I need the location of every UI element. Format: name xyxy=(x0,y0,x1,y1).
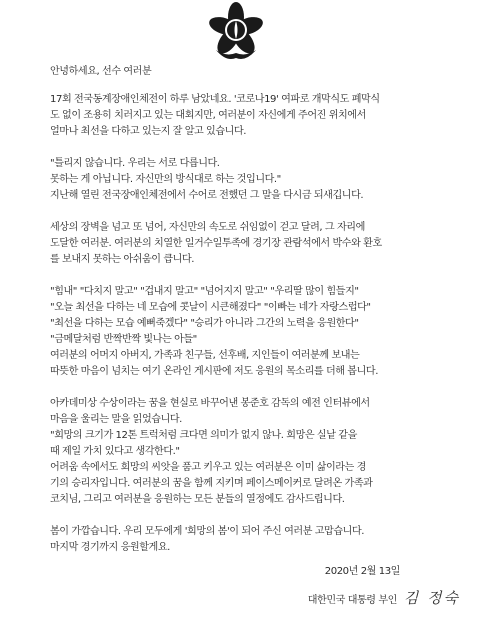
paragraph-1-line: 17회 전국동계장애인체전이 하루 남았네요. '코로나19' 여파로 개막식도 폐막식 xyxy=(50,94,380,105)
letter-date: 2020년 2월 13일 xyxy=(324,566,400,577)
paragraph-5-line: 아카데미상 수상이라는 꿈을 현실로 바꾸어낸 봉준호 감독의 예전 인터뷰에서 xyxy=(50,398,370,409)
paragraph-6-line: 마지막 경기까지 응원할게요. xyxy=(50,542,170,553)
paragraph-1-line: 얼마나 최선을 다하고 있는지 잘 알고 있습니다. xyxy=(50,126,247,137)
paragraph-5-line: 때 제일 가치 있다고 생각한다." xyxy=(50,446,180,457)
paragraph-5-line: 기의 승리자입니다. 여러분의 꿈을 함께 지키며 페이스메이커로 달려온 가족과 xyxy=(50,478,373,489)
mugunghwa-emblem-icon xyxy=(204,0,268,64)
paragraph-4-line: "최선을 다하는 모습 예뻐죽겠다" "승리가 아니라 그간의 노력을 응원한다" xyxy=(50,318,359,329)
paragraph-2-line: 지난해 열린 전국장애인체전에서 수어로 전했던 그 말을 다시금 되새깁니다. xyxy=(50,190,364,201)
paragraph-5-line: "희망의 크기가 12톤 트럭처럼 크다면 의미가 없지 않나. 희망은 실낱 같을 xyxy=(50,430,357,441)
handwritten-signature: 김 정숙 xyxy=(403,589,460,607)
signature-block xyxy=(50,590,470,606)
paragraph-2-line: 못하는 게 아닙니다. 자신만의 방식대로 하는 것입니다." xyxy=(50,174,281,185)
paragraph-5-line: 코치님, 그리고 여러분을 응원하는 모든 분들의 열정에도 감사드립니다. xyxy=(50,494,345,505)
paragraph-1-line: 도 없이 조용히 치러지고 있는 대회지만, 여러분이 자신에게 주어진 위치에서 xyxy=(50,110,366,121)
paragraph-5-line: 어려움 속에서도 희망의 씨앗을 품고 키우고 있는 여러분은 이미 삶이라는 경 xyxy=(50,462,366,473)
sender-title: 대한민국 대통령 부인 xyxy=(307,595,397,606)
paragraph-2-line: "틀리지 않습니다. 우리는 서로 다릅니다. xyxy=(50,158,220,169)
greeting: 안녕하세요, 선수 여러분 xyxy=(50,66,152,77)
paragraph-4-line: "오늘 최선을 다하는 네 모습에 콧날이 시큰해졌다" "이빠는 네가 자랑스럽다" xyxy=(50,302,371,313)
paragraph-4-line: 따뜻한 마음이 넘치는 여기 온라인 게시판에 저도 응원의 목소리를 더해 봅니다. xyxy=(50,366,378,377)
letter-body xyxy=(50,64,470,606)
paragraph-4-line: "힘내" "다치지 말고" "겁내지 말고" "넘어지지 말고" "우리딸 많이 힘들지" xyxy=(50,286,359,297)
paragraph-3-line: 도달한 여러분. 여러분의 치열한 일거수일투족에 경기장 관람석에서 박수와 환호 xyxy=(50,238,382,249)
paragraph-4-line: 여러분의 어머지 아버지, 가족과 친구들, 선후배, 지인들이 여러분께 보내는 xyxy=(50,350,360,361)
paragraph-5-line: 마음을 울리는 말을 읽었습니다. xyxy=(50,414,182,425)
paragraph-3-line: 세상의 장벽을 넘고 또 넘어, 자신만의 속도로 쉬임없이 걷고 달려, 그 자리에 xyxy=(50,222,365,233)
paragraph-4-line: "금메달처럼 반짝반짝 빛나는 아들" xyxy=(50,334,197,345)
paragraph-6-line: 봄이 가깝습니다. 우리 모두에게 '희망의 봄'이 되어 주신 여러분 고맙습니다. xyxy=(50,526,365,537)
paragraph-3-line: 를 보내지 못하는 아쉬움이 큽니다. xyxy=(50,254,194,265)
